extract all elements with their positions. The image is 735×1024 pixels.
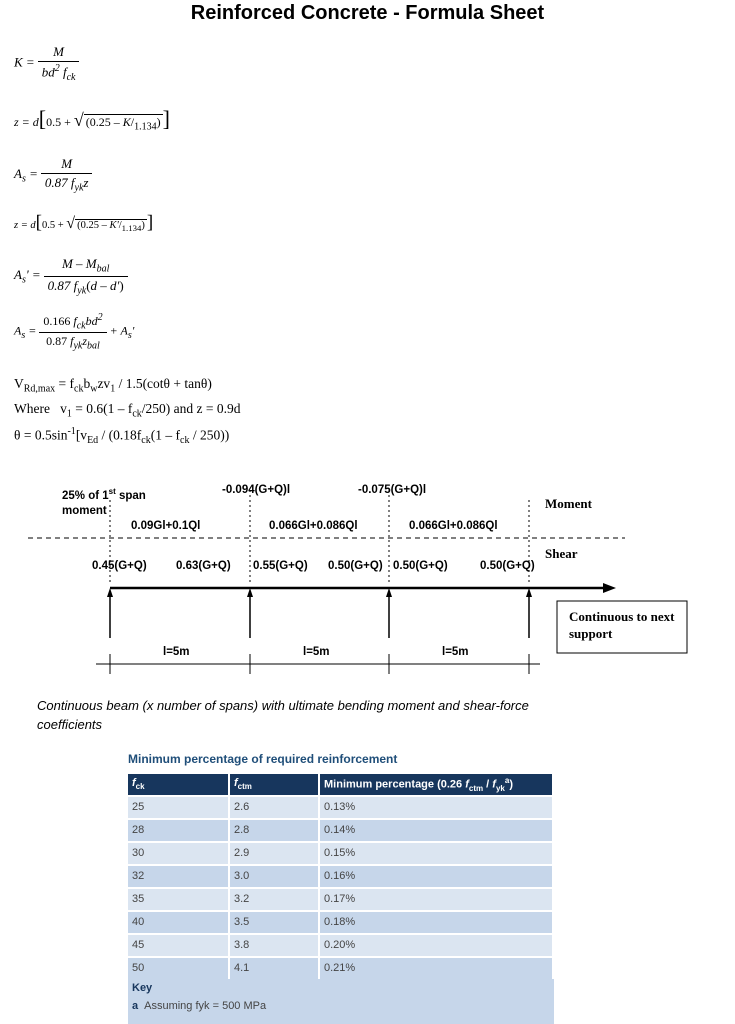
- table-title: Minimum percentage of required reinforcement: [128, 752, 398, 766]
- cell-fck: 25: [128, 796, 229, 819]
- table-row: [128, 842, 553, 865]
- shear-value-4: 0.50(G+Q): [328, 560, 383, 572]
- support-moment-2: -0.075(G+Q)l: [358, 484, 427, 496]
- table-row: [128, 934, 553, 957]
- cell-fck: 32: [128, 865, 229, 888]
- cell-min-percentage: 0.16%: [319, 865, 553, 888]
- support-moment-1: -0.094(G+Q)l: [222, 484, 291, 496]
- formula-as-bal: $A_s$ = $\frac{0.166 f_{ck}bd^2}{0.87 f_{yk}z_{bal}}$ + $A_s'$: [14, 312, 135, 352]
- header-min-percentage: Minimum percentage (0.26 $f_{ctm} / f_{yk}^a$): [319, 774, 553, 796]
- formula-z: z = d[0.5 + √ $(0.25 - K/_{1.134})$]: [14, 106, 170, 133]
- cell-fctm: 2.6: [229, 796, 319, 819]
- cell-fck: 50: [128, 957, 229, 979]
- cell-min-percentage: 0.13%: [319, 796, 553, 819]
- table-row: [128, 888, 553, 911]
- shear-value-5: 0.50(G+Q): [393, 560, 448, 572]
- cell-fctm: 3.2: [229, 888, 319, 911]
- cell-fck: 40: [128, 911, 229, 934]
- cell-min-percentage: 0.21%: [319, 957, 553, 979]
- cell-fctm: 2.9: [229, 842, 319, 865]
- min-reinforcement-panel: [128, 752, 554, 1012]
- shear-formula-2: Where $v_1 = 0.6(1 - f_{ck}/250)$ and z = 0.9d: [14, 401, 241, 420]
- cell-fck: 30: [128, 842, 229, 865]
- cell-min-percentage: 0.14%: [319, 819, 553, 842]
- cell-min-percentage: 0.17%: [319, 888, 553, 911]
- shear-value-2: 0.63(G+Q): [176, 560, 231, 572]
- shear-formula-1: $V_{Rd,max} = f_{ck}b_wzv_1 / 1.5(\cot\theta + \tan\theta)$: [14, 376, 212, 395]
- first-span-moment-label: 25% of 1st span moment: [62, 487, 146, 517]
- span-length-2: l=5m: [303, 646, 330, 658]
- formula-z-prime: z = d[0.5 + √ $(0.25 - K'/_{1.134})$ ]: [14, 212, 154, 234]
- shear-value-6: 0.50(G+Q): [480, 560, 535, 572]
- table-key: [128, 979, 554, 1024]
- moment-label: Moment: [545, 496, 592, 511]
- cell-fctm: 2.8: [229, 819, 319, 842]
- shear-label: Shear: [545, 546, 578, 561]
- table-row: [128, 865, 553, 888]
- beam-arrowhead: [603, 583, 616, 593]
- header-fctm: $f_{ctm}$: [229, 774, 319, 796]
- shear-value-3: 0.55(G+Q): [253, 560, 308, 572]
- cell-fctm: 4.1: [229, 957, 319, 979]
- cell-fctm: 3.0: [229, 865, 319, 888]
- cell-min-percentage: 0.18%: [319, 911, 553, 934]
- cell-fctm: 3.5: [229, 911, 319, 934]
- span-length-1: l=5m: [163, 646, 190, 658]
- table-row: [128, 796, 553, 819]
- cell-fck: 28: [128, 819, 229, 842]
- span-moment-1: 0.09Gl+0.1Ql: [131, 520, 201, 532]
- cell-fck: 35: [128, 888, 229, 911]
- continuous-note: Continuous to next support: [569, 609, 675, 641]
- span-moment-3: 0.066Gl+0.086Ql: [409, 520, 498, 532]
- span-moment-2: 0.066Gl+0.086Ql: [269, 520, 358, 532]
- span-length-3: l=5m: [442, 646, 469, 658]
- page-title: Reinforced Concrete - Formula Sheet: [190, 2, 545, 24]
- table-row: [128, 911, 553, 934]
- formula-k: K = $\frac{M}{bd^2 f_{ck}}$: [14, 44, 82, 83]
- formula-as-prime: $A_s'$ = $\frac{M - M_{bal}}{0.87 f_{yk}(d - d')}$: [14, 256, 131, 296]
- cell-min-percentage: 0.15%: [319, 842, 553, 865]
- cell-fck: 45: [128, 934, 229, 957]
- min-reinforcement-table: [128, 774, 554, 979]
- shear-value-1: 0.45(G+Q): [92, 560, 147, 572]
- cell-fctm: 3.8: [229, 934, 319, 957]
- header-fck: $f_{ck}$: [128, 774, 229, 796]
- diagram-caption: Continuous beam (x number of spans) with ultimate bending moment and shear-force coefficients: [37, 698, 529, 732]
- cell-min-percentage: 0.20%: [319, 934, 553, 957]
- formula-as: $A_s$ = $\frac{M}{0.87 f_{yk}z}$: [14, 156, 95, 194]
- key-note: a Assuming fyk = 500 MPa: [132, 999, 267, 1012]
- table-row: [128, 957, 553, 979]
- key-title: Key: [132, 981, 153, 994]
- table-row: [128, 819, 553, 842]
- shear-formula-3: $\theta = 0.5\sin^{-1}[v_{Ed} / (0.18f_{ck}(1 - f_{ck} / 250))$: [14, 426, 230, 447]
